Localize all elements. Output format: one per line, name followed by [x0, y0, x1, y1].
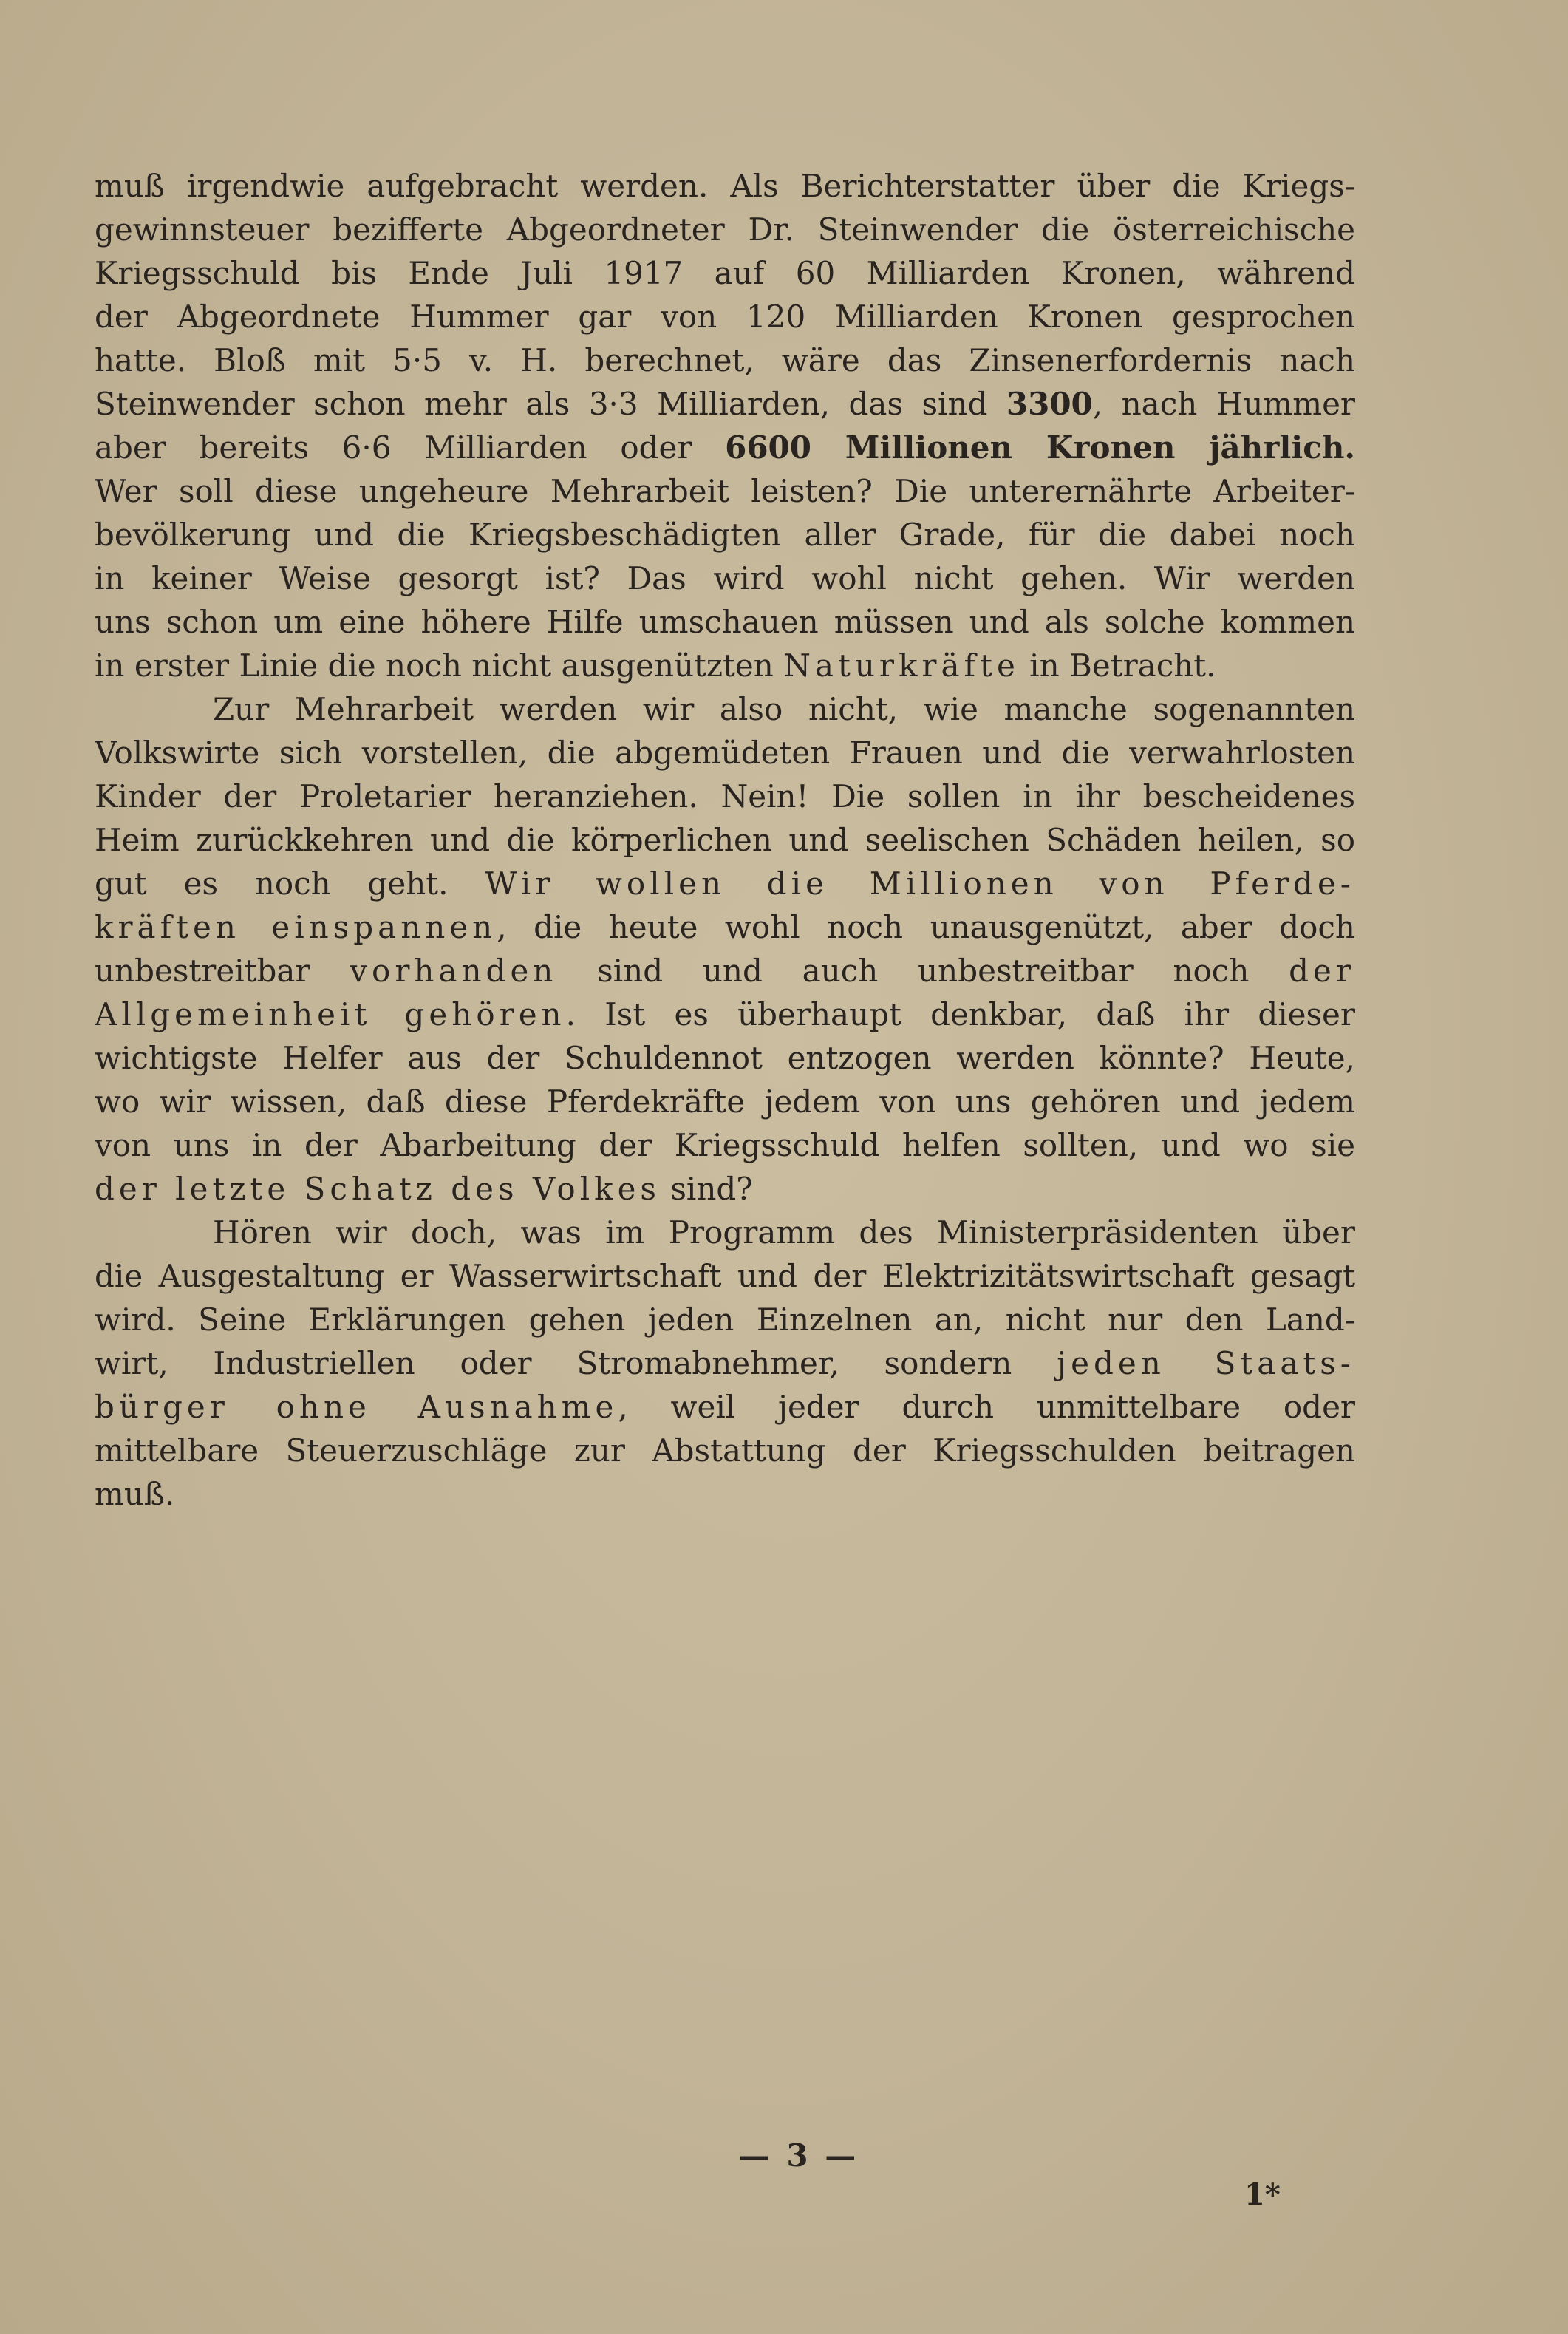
text-line: gut es noch geht. Wir wollen die Millionen von Pferde- [95, 865, 1355, 902]
text-line: muß irgendwie aufgebracht werden. Als Berichterstatter über die Kriegs- [95, 168, 1355, 204]
paragraph-start: Hören wir doch, was im Programm des Ministerpräsidenten über [213, 1214, 1355, 1251]
text-line: uns schon um eine höhere Hilfe umschauen müssen und als solche kommen [95, 604, 1355, 640]
emphasis-number: 3300 [1006, 386, 1093, 422]
text-line: wichtigste Helfer aus der Schuldennot entzogen werden könnte? Heute, [95, 1040, 1355, 1076]
emphasis-amount: 6600 Millionen Kronen jährlich. [725, 429, 1355, 466]
text-line: aber bereits 6·6 Milliarden oder 6600 Millionen Kronen jährlich. [95, 429, 1355, 466]
text-line: Heim zurückkehren und die körperlichen und seelischen Schäden heilen, so [95, 822, 1355, 858]
text-line: in erster Linie die noch nicht ausgenützten Naturkräfte in Betracht. [95, 647, 1216, 684]
spaced-emphasis: Naturkräfte [783, 647, 1020, 684]
spaced-emphasis: Allgemeinheit gehören [95, 996, 566, 1032]
text-line: hatte. Bloß mit 5·5 v. H. berechnet, wäre das Zinsenerfordernis nach [95, 342, 1355, 378]
text-line: Kinder der Proletarier heranziehen. Nein! Die sollen in ihr bescheidenes [95, 778, 1355, 814]
spaced-emphasis: jeden Staats- [1057, 1345, 1355, 1381]
text-line: von uns in der Abarbeitung der Kriegsschuld helfen sollten, und wo sie [95, 1127, 1355, 1163]
spaced-emphasis: vorhanden [350, 953, 558, 989]
text-line: wirt, Industriellen oder Stromabnehmer, sondern jeden Staats- [95, 1345, 1355, 1381]
text-line: Kriegsschuld bis Ende Juli 1917 auf 60 Milliarden Kronen, während [95, 255, 1355, 291]
spaced-emphasis: der letzte Schatz des Volkes [95, 1171, 661, 1207]
text-line: Allgemeinheit gehören. Ist es überhaupt denkbar, daß ihr dieser [95, 996, 1355, 1032]
text-line: die Ausgestaltung er Wasserwirtschaft und der Elektrizitätswirtschaft gesagt [95, 1258, 1355, 1294]
text-line: wo wir wissen, daß diese Pferdekräfte jedem von uns gehören und jedem [95, 1083, 1355, 1120]
text-line: gewinnsteuer bezifferte Abgeordneter Dr. Steinwender die österreichische [95, 211, 1355, 248]
signature-mark: 1* [1244, 2177, 1281, 2212]
text-line: bevölkerung und die Kriegsbeschädigten aller Grade, für die dabei noch [95, 517, 1355, 553]
text-line: in keiner Weise gesorgt ist? Das wird wohl nicht gehen. Wir werden [95, 560, 1355, 596]
text-line: muß. [95, 1476, 175, 1512]
text-line: wird. Seine Erklärungen gehen jeden Einzelnen an, nicht nur den Land- [95, 1302, 1355, 1338]
spaced-emphasis: kräften einspannen [95, 909, 497, 945]
text-line: Wer soll diese ungeheure Mehrarbeit leisten? Die unterernährte Arbeiter- [95, 473, 1355, 509]
text-line: Steinwender schon mehr als 3·3 Milliarden, das sind 3300, nach Hummer [95, 386, 1355, 422]
spaced-emphasis: der [1289, 953, 1355, 989]
text-line: kräften einspannen, die heute wohl noch unausgenützt, aber doch [95, 909, 1355, 945]
text-line: unbestreitbar vorhanden sind und auch unbestreitbar noch der [95, 953, 1355, 989]
body-text [95, 164, 1355, 1516]
spaced-emphasis: Wir wollen die Millionen von Pferde- [485, 865, 1355, 902]
text-line: der letzte Schatz des Volkes sind? [95, 1171, 753, 1207]
page-number: — 3 — [738, 2137, 859, 2174]
text-line: der Abgeordnete Hummer gar von 120 Milliarden Kronen gesprochen [95, 299, 1355, 335]
spaced-emphasis: bürger ohne Ausnahme [95, 1389, 618, 1425]
paragraph-start: Zur Mehrarbeit werden wir also nicht, wie manche sogenannten [213, 691, 1355, 727]
text-line: bürger ohne Ausnahme, weil jeder durch unmittelbare oder [95, 1389, 1355, 1425]
text-line: Volkswirte sich vorstellen, die abgemüdeten Frauen und die verwahrlosten [95, 735, 1355, 771]
text-line: mittelbare Steuerzuschläge zur Abstattung der Kriegsschulden beitragen [95, 1432, 1355, 1469]
